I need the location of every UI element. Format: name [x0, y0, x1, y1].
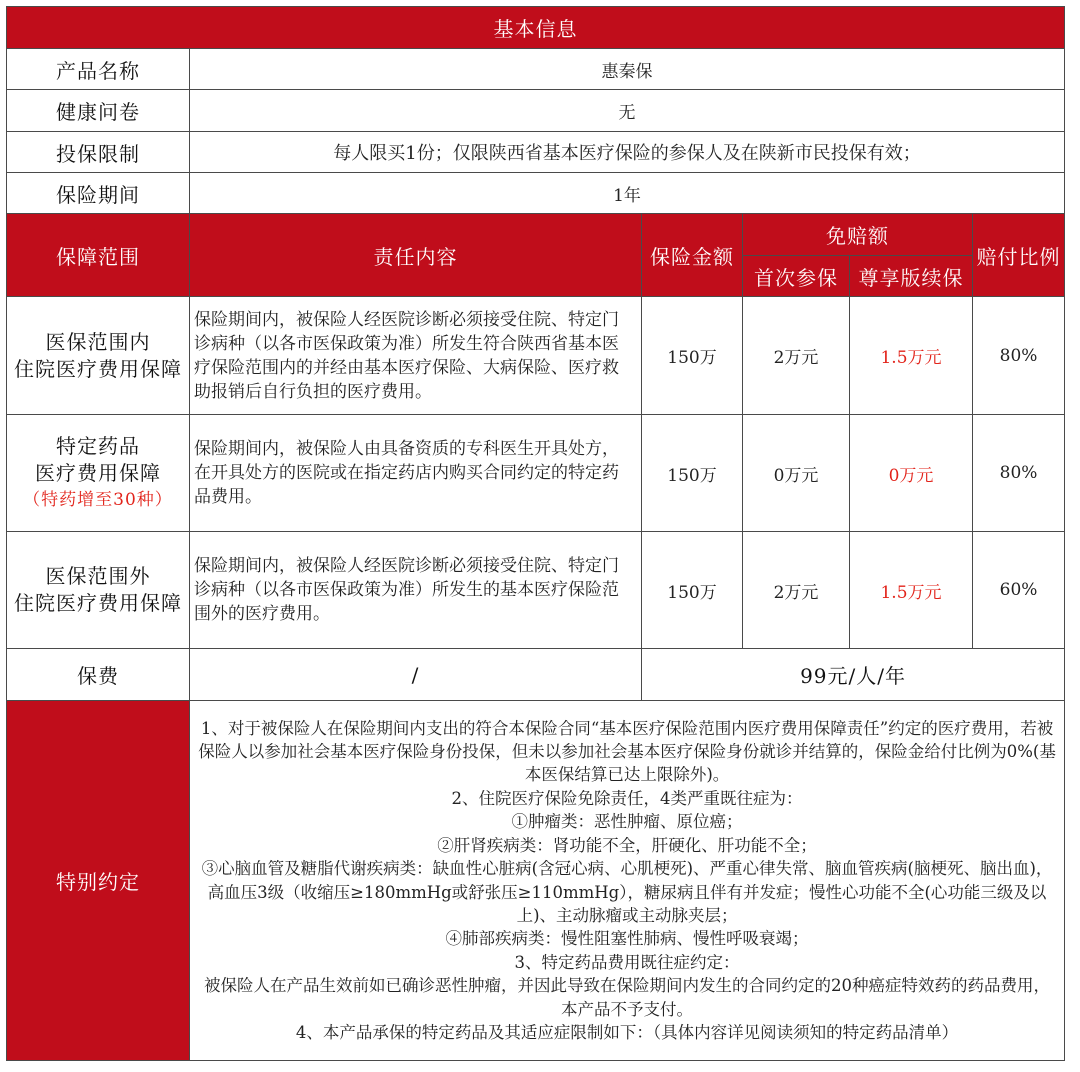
special-term-line: 被保险人在产品生效前如已确诊恶性肿瘤，并因此导致在保险期间内发生的合同约定的20种癌症特效药的药品费用，本产品不予支付。 — [204, 976, 1051, 1019]
insurance-period-value: 1年 — [190, 173, 1065, 214]
premium-row — [7, 649, 1065, 701]
premium-renewal-header: 尊享版续保 — [850, 256, 973, 297]
scope-line-1: 医保范围内 — [45, 329, 151, 354]
health-questionnaire-value: 无 — [190, 90, 1065, 132]
coverage-row — [7, 297, 1065, 415]
amount-header: 保险金额 — [642, 214, 743, 297]
info-row-health-questionnaire — [7, 90, 1065, 132]
purchase-limit-value: 每人限买1份；仅限陕西省基本医疗保险的参保人及在陕新市民投保有效； — [190, 132, 1065, 173]
special-term-line: ③心脑血管及糖脂代谢疾病类：缺血性心脏病(含冠心病、心肌梗死)、严重心律失常、脑血管疾病(脑梗死、脑出血)，高血压3级（收缩压≥180mmHg或舒张压≥110mmHg），糖尿病且伴有并发症；慢性心功能不全(心功能三级及以上)、主动脉瘤或主动脉夹层； — [201, 859, 1053, 925]
scope-header: 保障范围 — [7, 214, 190, 297]
first-time-header: 首次参保 — [743, 256, 850, 297]
premium-label: 保费 — [7, 649, 190, 701]
coverage-amount: 150万 — [642, 415, 743, 532]
special-terms-content — [190, 701, 1065, 1061]
section-title: 基本信息 — [7, 7, 1065, 49]
coverage-ratio: 60% — [973, 532, 1065, 649]
info-table — [6, 6, 1065, 1061]
coverage-scope — [7, 297, 190, 415]
scope-line-1: 特定药品 — [56, 433, 140, 458]
insurance-info-sheet — [6, 6, 1065, 1061]
coverage-scope — [7, 532, 190, 649]
special-term-line: 4、本产品承保的特定药品及其适应症限制如下：（具体内容详见阅读须知的特定药品清单） — [295, 1022, 959, 1042]
title-row — [7, 7, 1065, 49]
scope-line-2: 住院医疗费用保障 — [14, 356, 182, 381]
coverage-renewal-deductible: 0万元 — [850, 415, 973, 532]
info-row-purchase-limit — [7, 132, 1065, 173]
purchase-limit-label: 投保限制 — [7, 132, 190, 173]
coverage-ratio: 80% — [973, 297, 1065, 415]
coverage-row — [7, 415, 1065, 532]
scope-line-1: 医保范围外 — [45, 564, 151, 588]
special-term-line: ②肝肾疾病类：肾功能不全，肝硬化、肝功能不全； — [437, 835, 817, 855]
scope-line-2: 住院医疗费用保障 — [14, 591, 182, 615]
coverage-header-row — [7, 214, 1065, 256]
coverage-content: 保险期间内，被保险人经医院诊断必须接受住院、特定门诊病种（以各市医保政策为准）所发生的基本医疗保险范围外的医疗费用。 — [190, 532, 642, 649]
special-terms-row — [7, 701, 1065, 1061]
coverage-scope — [7, 415, 190, 532]
coverage-first-time-deductible: 2万元 — [743, 532, 850, 649]
coverage-renewal-deductible: 1.5万元 — [850, 297, 973, 415]
coverage-row — [7, 532, 1065, 649]
coverage-content: 保险期间内，被保险人由具备资质的专科医生开具处方，在开具处方的医院或在指定药店内购买合同约定的特定药品费用。 — [190, 415, 642, 532]
info-row-insurance-period — [7, 173, 1065, 214]
coverage-amount: 150万 — [642, 297, 743, 415]
special-term-line: ④肺部疾病类：慢性阻塞性肺病、慢性呼吸衰竭； — [445, 929, 809, 949]
special-terms-label: 特别约定 — [7, 701, 190, 1061]
premium-value: 99元/人/年 — [642, 649, 1065, 701]
info-row-product-name — [7, 49, 1065, 90]
coverage-renewal-deductible: 1.5万元 — [850, 532, 973, 649]
ratio-header: 赔付比例 — [973, 214, 1065, 297]
coverage-amount: 150万 — [642, 532, 743, 649]
coverage-content: 保险期间内，被保险人经医院诊断必须接受住院、特定门诊病种（以各市医保政策为准）所发生符合陕西省基本医疗保险范围内的并经由基本医疗保险、大病保险、医疗救助报销后自行负担的医疗费用。 — [190, 297, 642, 415]
coverage-ratio: 80% — [973, 415, 1065, 532]
deductible-header: 免赔额 — [743, 214, 973, 256]
coverage-first-time-deductible: 2万元 — [743, 297, 850, 415]
special-term-line: 2、住院医疗保险免除责任，4类严重既往症为： — [451, 788, 803, 808]
special-term-line: 1、对于被保险人在保险期间内支出的符合本保险合同“基本医疗保险范围内医疗费用保障责任”约定的医疗费用，若被保险人以参加社会基本医疗保险身份投保，但未以参加社会基本医疗保险身份就诊并结算的，保险金给付比例为0%(基本医保结算已达上限除外)。 — [198, 718, 1056, 785]
content-header: 责任内容 — [190, 214, 642, 297]
health-questionnaire-label: 健康问卷 — [7, 90, 190, 132]
insurance-period-label: 保险期间 — [7, 173, 190, 214]
premium-slash: / — [190, 649, 642, 701]
special-term-line: ①肿瘤类：恶性肿瘤、原位癌； — [511, 812, 743, 832]
product-name-value: 惠秦保 — [190, 49, 1065, 90]
product-name-label: 产品名称 — [7, 49, 190, 90]
coverage-first-time-deductible: 0万元 — [743, 415, 850, 532]
special-term-line: 3、特定药品费用既往症约定： — [514, 952, 740, 972]
scope-note: （特药增至30种） — [23, 489, 173, 510]
scope-line-2: 医疗费用保障 — [35, 460, 161, 485]
